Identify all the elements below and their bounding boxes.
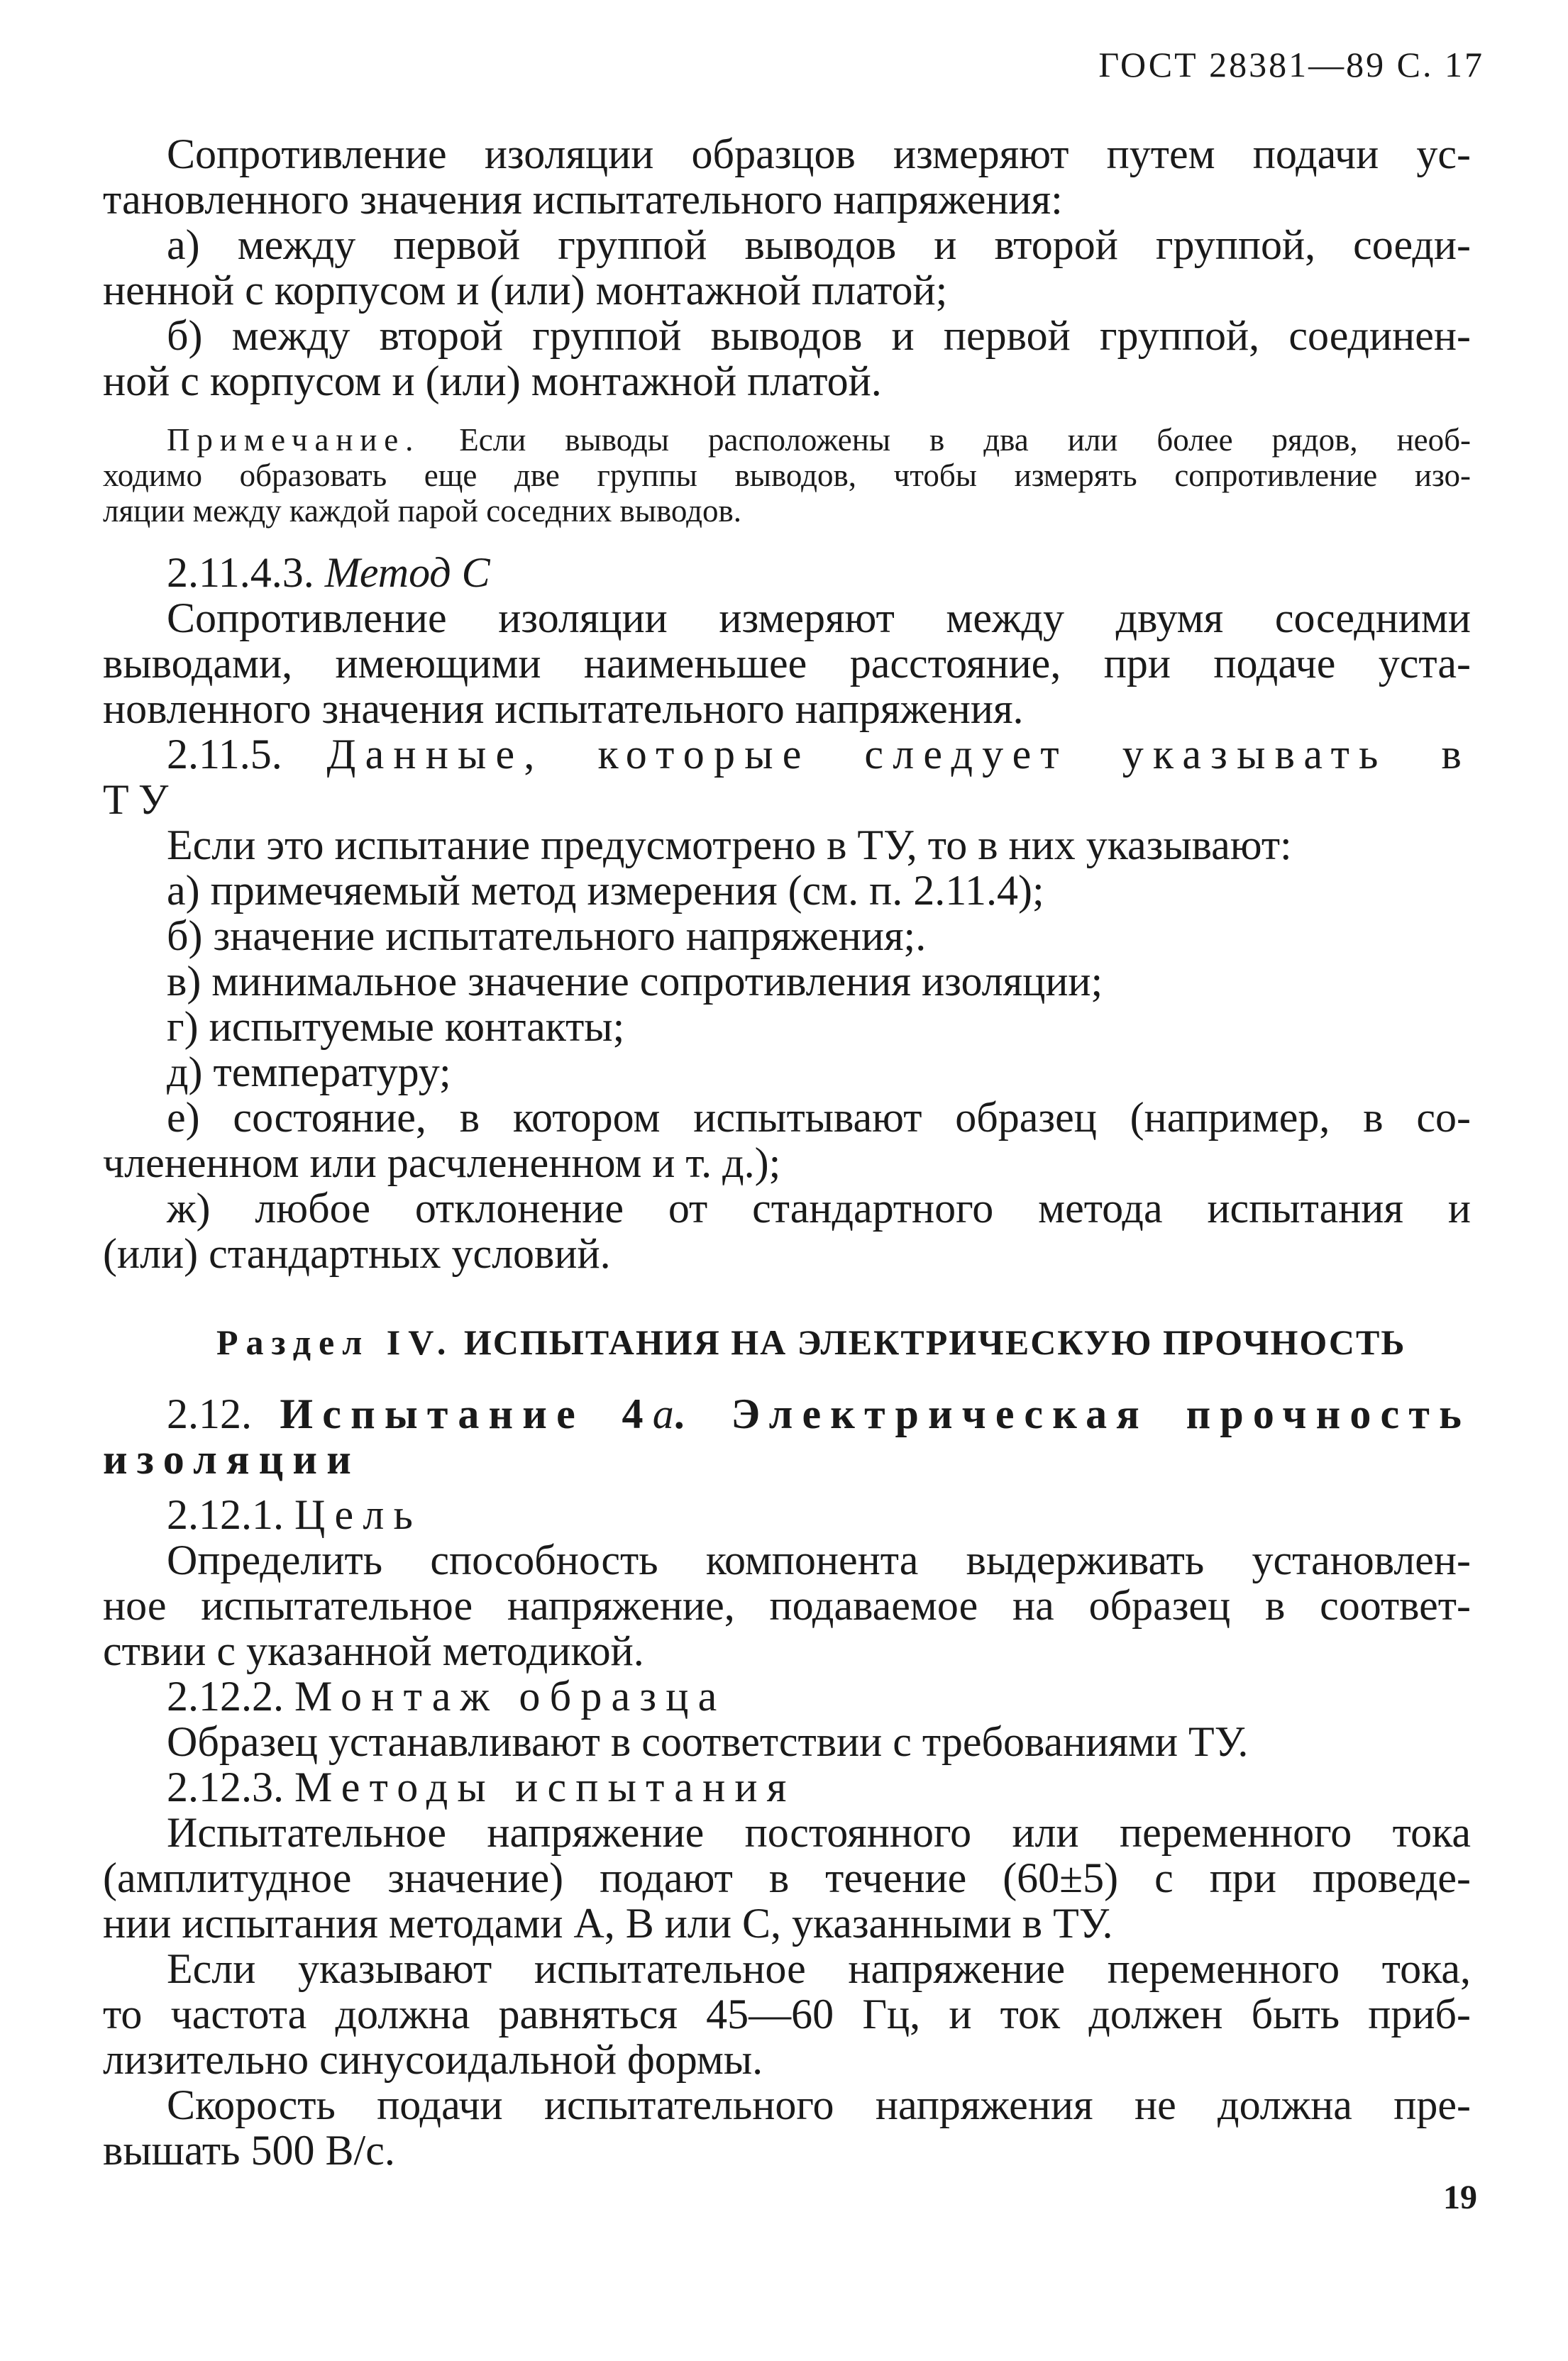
- s2-12-3-line-2: (амплитудное значение) подают в течение (60±5) с при проведе-: [103, 1854, 1471, 1901]
- s2-12-1-line-2: ное испытательное напряжение, подаваемое на образец в соответ-: [103, 1582, 1471, 1629]
- s2-12-3-line-1: Испытательное напряжение постоянного или переменного тока: [167, 1809, 1471, 1856]
- s2-11-4-3-line-1: Сопротивление изоляции измеряют между двумя соседними: [167, 595, 1471, 641]
- section-heading: Раздел IV. ИСПЫТАНИЯ НА ЭЛЕКТРИЧЕСКУЮ ПРОЧНОСТЬ: [216, 1322, 1406, 1362]
- requirements-list: [103, 868, 1471, 1095]
- heading-2-12-cont: изоляции: [103, 1436, 360, 1483]
- p1-line-3: а) между первой группой выводов и второй группой, соеди-: [167, 221, 1471, 268]
- s2-12-2-line-1: Образец устанавливают в соответствии с требованиями ТУ.: [167, 1718, 1249, 1765]
- p1-line-5: б) между второй группой выводов и первой группой, соединен-: [167, 312, 1471, 359]
- page-body: [103, 131, 1471, 2173]
- note-line-1: Примечание. Если выводы расположены в два или более рядов, необ-: [167, 422, 1472, 458]
- running-head: ГОСТ 28381—89 С. 17: [1098, 45, 1484, 84]
- s2-12-3-line-5: то частота должна равняться 45—60 Гц, и ток должен быть приб-: [103, 1991, 1471, 2037]
- heading-2-12: 2.12. Испытание 4а. Электрическая прочность: [167, 1390, 1471, 1437]
- heading-2-12-1: 2.12.1. Цель: [167, 1491, 423, 1538]
- note-label: Примечание.: [167, 422, 421, 458]
- heading-2-12-2: 2.12.2. Монтаж образца: [167, 1673, 727, 1720]
- s2-12-3-line-7: Скорость подачи испытательного напряжения не должна пре-: [167, 2081, 1471, 2128]
- heading-2-12-3: 2.12.3. Методы испытания: [167, 1764, 796, 1810]
- p1-line-2: тановленного значения испытательного напряжения:: [103, 176, 1063, 223]
- heading-2-11-4-3: 2.11.4.3. Метод С: [167, 549, 490, 596]
- p1-line-1: Сопротивление изоляции образцов измеряют путем подачи ус-: [167, 131, 1471, 177]
- p1-line-4: ненной с корпусом и (или) монтажной платой;: [103, 267, 948, 314]
- note-block: [103, 422, 1471, 529]
- list-item: в) минимальное значение сопротивления изоляции;: [167, 958, 1103, 1005]
- note-line-2: ходимо образовать еще две группы выводов, чтобы измерять сопротивление изо-: [103, 458, 1471, 493]
- s2-12-3-line-8: вышать 500 В/с.: [103, 2127, 395, 2174]
- s2-11-4-3-line-2: выводами, имеющими наименьшее расстояние, при подаче уста-: [103, 640, 1471, 687]
- heading-2-11-5: 2.11.5. Данные, которые следует указывать в: [167, 731, 1472, 778]
- list-item-e-line-1: е) состояние, в котором испытывают образец (например, в со-: [167, 1094, 1471, 1141]
- s2-12-3-line-6: лизительно синусоидальной формы.: [103, 2036, 763, 2083]
- p1-line-6: ной с корпусом и (или) монтажной платой.: [103, 358, 882, 404]
- note-line-3: ляции между каждой парой соседних выводов.: [103, 493, 742, 529]
- s2-12-1-line-1: Определить способность компонента выдерживать установлен-: [167, 1537, 1471, 1583]
- s2-12-1-line-3: ствии с указанной методикой.: [103, 1627, 644, 1674]
- list-item: г) испытуемые контакты;: [167, 1003, 625, 1050]
- s2-12-3-line-3: нии испытания методами А, В или С, указанными в ТУ.: [103, 1900, 1113, 1947]
- list-item-zh-line-2: (или) стандартных условий.: [103, 1230, 611, 1277]
- list-item-e-line-2: члененном или расчлененном и т. д.);: [103, 1139, 781, 1186]
- list-item: а) примечяемый метод измерения (см. п. 2.11.4);: [167, 867, 1044, 914]
- page-number: 19: [1443, 2179, 1477, 2216]
- list-item: б) значение испытательного напряжения;.: [167, 912, 927, 959]
- list-item: д) температуру;: [167, 1049, 451, 1095]
- heading-2-11-5-cont: ТУ: [103, 776, 178, 823]
- s2-11-5-line-1: Если это испытание предусмотрено в ТУ, то в них указывают:: [167, 822, 1292, 868]
- list-item-zh-line-1: ж) любое отклонение от стандартного метода испытания и: [167, 1185, 1471, 1232]
- s2-11-4-3-line-3: новленного значения испытательного напряжения.: [103, 685, 1024, 732]
- s2-12-3-line-4: Если указывают испытательное напряжение переменного тока,: [167, 1945, 1471, 1992]
